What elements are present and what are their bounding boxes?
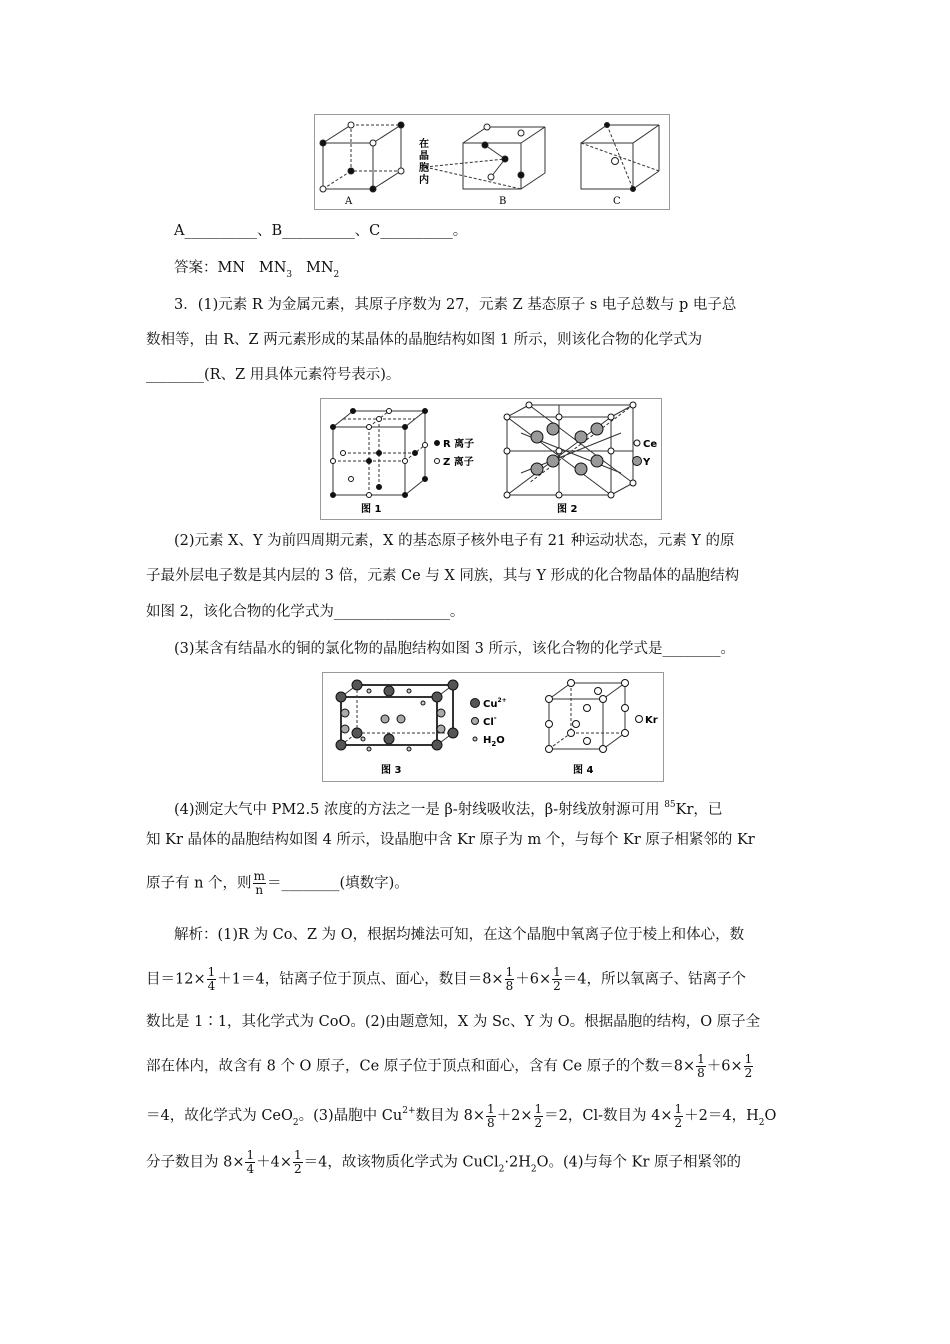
fig4-caption: 图 4 (573, 765, 594, 776)
frac-den: 2 (534, 1115, 543, 1130)
fraction-m: m (253, 869, 265, 883)
frac-1-8 (696, 1053, 706, 1080)
analysis-l6c: ＝4，故该物质化学式为 CuCl (303, 1154, 499, 1171)
analysis-l2a: 目＝12× (146, 971, 206, 988)
analysis-line5 (146, 1101, 806, 1133)
h2o-o: O (496, 735, 505, 746)
answer-mn2-sub: 2 (333, 270, 340, 280)
frac-den: 2 (744, 1066, 753, 1080)
m-over-n-fraction (253, 870, 266, 897)
analysis-l6g: O。(4)与每个 Kr 原子相紧邻的 (536, 1154, 742, 1171)
fig34-diagram (323, 673, 663, 781)
y-legend: Y (643, 457, 651, 468)
blank-end: __________。 (380, 223, 468, 239)
h2o-sub: 2 (491, 740, 497, 748)
cl-legend-sup: - (493, 714, 497, 722)
frac-1-4 (245, 1149, 255, 1176)
analysis-line2 (146, 966, 806, 993)
answer-line (174, 258, 806, 285)
answer-mn3: MN (258, 260, 287, 276)
cucl2-sub: 2 (498, 1164, 505, 1175)
q3-p2-line2: 子最外层电子数是其内层的 3 倍，元素 Ce 与 X 同族，其与 Y 形成的化合物晶体的晶胞结构 (146, 568, 740, 584)
kr-legend: Kr (645, 715, 658, 726)
analysis-line3: 数比是 1∶1，其化学式为 CoO。(2)由题意知，X 为 Sc、Y 为 O。根据晶胞的结构，O 原子全 (146, 1014, 761, 1030)
analysis-l2d: ＝4，所以氧离子、钴离子个 (562, 971, 746, 988)
answer-mn3-sub: 3 (286, 270, 293, 280)
frac-den: 2 (294, 1162, 302, 1176)
frac-den: 2 (674, 1115, 683, 1130)
frac-den: 2 (553, 979, 561, 993)
q3-p1-line1: 3．(1)元素 R 为金属元素，其原子序数为 27，元素 Z 基态原子 s 电子总数与 p 电子总 (174, 297, 737, 313)
frac-num: 1 (294, 1148, 302, 1162)
fraction-n: n (255, 883, 264, 897)
analysis-l5c: 。(3)晶胞中 Cu (298, 1108, 403, 1124)
analysis-line4 (146, 1053, 806, 1080)
analysis-l6b: ＋4× (256, 1154, 292, 1171)
cu-legend-text: Cu (483, 699, 498, 710)
frac-den: 8 (505, 979, 514, 993)
r-ion-legend: R 离子 (443, 439, 475, 450)
q3-p4-line2: 知 Kr 晶体的晶胞结构如图 4 所示，设晶胞中含 Kr 原子为 m 个，与每个 Kr 原子相紧邻的 Kr (146, 832, 755, 848)
ceo2-sub: 2 (292, 1118, 299, 1128)
analysis-l5e: 数目为 8× (415, 1108, 485, 1124)
frac-1-4 (207, 966, 217, 993)
analysis-l5g: ＝2，Cl-数目为 4× (544, 1108, 673, 1124)
q3-p3-line1: (3)某含有结晶水的铜的氯化物的晶胞结构如图 3 所示，该化合物的化学式是________。 (174, 641, 735, 657)
ce-legend: Ce (643, 439, 658, 450)
analysis-l6a: 分子数目为 8× (146, 1154, 245, 1171)
frac-1-8 (505, 966, 515, 993)
cl-legend (483, 714, 497, 728)
analysis-line6 (146, 1149, 806, 1180)
figure-1-2 (320, 398, 662, 520)
fig2-caption: 图 2 (557, 504, 578, 515)
analysis-l2c: ＋6× (515, 971, 552, 988)
frac-num: 1 (207, 965, 216, 979)
frac-1-2 (674, 1103, 684, 1130)
note-char-2: 晶 (419, 151, 429, 162)
q3-p1-line3: ________(R、Z 用具体元素符号表示)。 (146, 367, 401, 383)
frac-1-2 (744, 1053, 754, 1080)
blank-line-abc (174, 221, 806, 241)
frac-den: 4 (246, 1162, 255, 1176)
frac-num: 1 (553, 965, 561, 979)
frac-den: 8 (487, 1115, 495, 1130)
cu-legend-sup: 2+ (497, 697, 507, 704)
h2o-sub: 2 (758, 1118, 765, 1128)
blank-c-label: __________、C (282, 223, 381, 239)
note-char-3: 胞 (419, 163, 429, 174)
cl-legend-text: Cl (483, 717, 494, 728)
frac-1-8 (486, 1103, 496, 1130)
analysis-l5h: ＋2＝4，H (684, 1108, 759, 1124)
cu-charge: 2+ (402, 1106, 416, 1116)
frac-num: 1 (744, 1052, 753, 1066)
analysis-line1: 解析：(1)R 为 Co、Z 为 O，根据均摊法可知，在这个晶胞中氧离子位于棱上和体心，数 (174, 927, 745, 943)
q3-p4-line3 (146, 870, 806, 897)
answer-prefix: 答案：MN (174, 260, 246, 276)
analysis-l5j: O (764, 1108, 777, 1124)
analysis-l4a: 部在体内，故含有 8 个 O 原子，Ce 原子位于顶点和面心，含有 Ce 原子的个数＝8× (146, 1058, 696, 1075)
q3-p4-l1a: (4)测定大气中 PM2.5 浓度的方法之一是 β-射线吸收法，β-射线放射源可用 (174, 802, 665, 818)
label-c: C (613, 196, 621, 207)
h2o-legend (483, 735, 505, 748)
frac-den: 8 (697, 1066, 705, 1080)
figure-unit-cells-abc (314, 114, 670, 210)
z-ion-legend: Z 离子 (443, 457, 474, 468)
frac-den: 4 (207, 979, 216, 993)
frac-1-2 (293, 1149, 303, 1176)
q3-p4-l3a: 原子有 n 个，则 (146, 875, 252, 892)
q3-p4-l1b: Kr，已 (675, 802, 723, 818)
note-char-1: 在 (419, 139, 429, 150)
analysis-l6e: ·2H (504, 1154, 531, 1171)
analysis-l5f: ＋2× (496, 1108, 533, 1124)
answer-mn2: MN (305, 260, 334, 276)
blank-b-label: __________、B (184, 223, 283, 239)
q3-p2-line1: (2)元素 X、Y 为前四周期元素，X 的基态原子核外电子有 21 种运动状态，元素 Y 的原 (174, 533, 735, 549)
kr-mass-number: 85 (664, 800, 676, 810)
analysis-l5a: ＝4，故化学式为 CeO (146, 1108, 293, 1124)
fig12-diagram (321, 399, 661, 519)
q3-p4-l3b: ＝________(填数字)。 (266, 875, 409, 892)
q3-p1-line2: 数相等，由 R、Z 两元素形成的某晶体的晶胞结构如图 1 所示，则该化合物的化学式为 (146, 332, 703, 348)
frac-1-2 (534, 1103, 544, 1130)
unit-cells-abc-diagram (315, 115, 669, 209)
frac-num: 1 (487, 1101, 495, 1116)
frac-num: 1 (246, 1148, 255, 1162)
frac-num: 1 (505, 965, 514, 979)
note-char-4: 内 (419, 175, 429, 186)
label-b: B (499, 196, 507, 207)
label-a: A (345, 196, 353, 207)
2h2o-sub: 2 (530, 1164, 537, 1175)
fig3-caption: 图 3 (381, 765, 402, 776)
frac-num: 1 (674, 1101, 683, 1116)
h2o-h: H (483, 735, 492, 746)
q3-p2-line3: 如图 2，该化合物的化学式为________________。 (146, 604, 465, 620)
analysis-l4b: ＋6× (706, 1058, 743, 1075)
blank-a-label: A (174, 223, 185, 239)
frac-num: 1 (697, 1052, 705, 1066)
analysis-l2b: ＋1＝4，钴离子位于顶点、面心，数目＝8× (217, 971, 504, 988)
frac-num: 1 (534, 1101, 543, 1116)
figure-3-4 (322, 672, 664, 782)
frac-1-2 (552, 966, 562, 993)
q3-p4-line1 (174, 795, 806, 820)
cu-legend (483, 697, 507, 710)
fig1-caption: 图 1 (361, 504, 382, 515)
